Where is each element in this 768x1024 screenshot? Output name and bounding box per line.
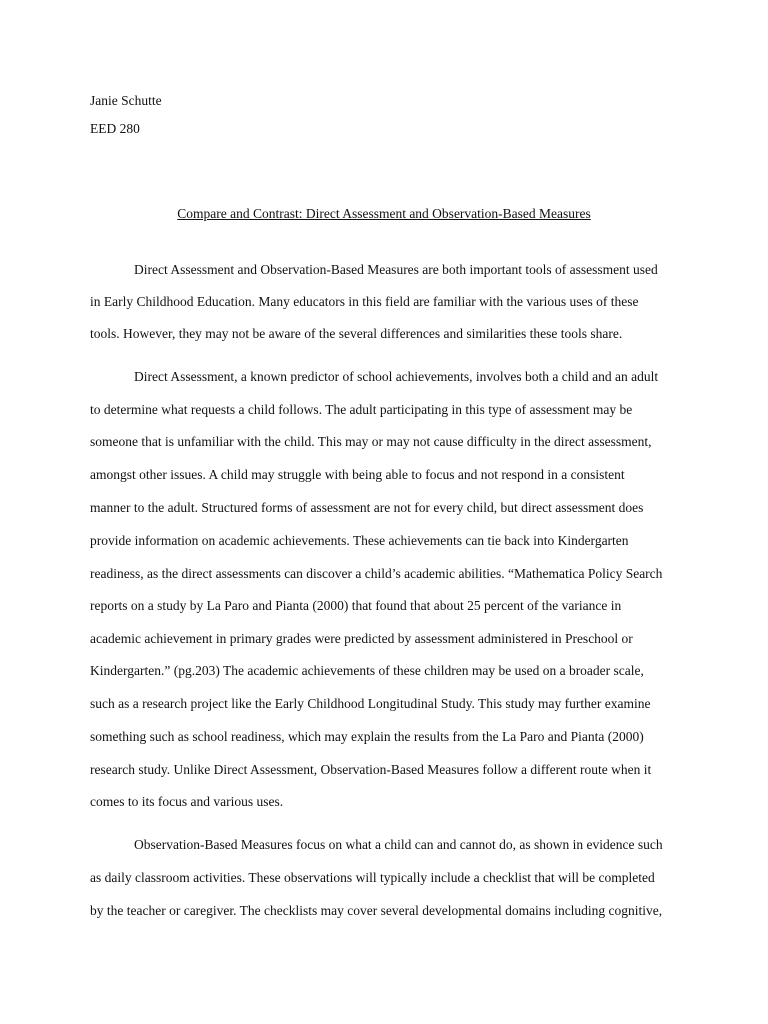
paragraph-2-line-7: readiness, as the direct assessments can discover a child’s academic abilities. “Mathematica Policy Search [90, 566, 663, 581]
author-name: Janie Schutte [90, 93, 162, 108]
paragraph-1-line-1: Direct Assessment and Observation-Based Measures are both important tools of assessment used [134, 262, 658, 277]
paragraph-2-line-8: reports on a study by La Paro and Pianta (2000) that found that about 25 percent of the variance in [90, 598, 622, 613]
paragraph-2-line-9: academic achievement in primary grades were predicted by assessment administered in Preschool or [90, 631, 633, 646]
paragraph-3-line-1: Observation-Based Measures focus on what a child can and cannot do, as shown in evidence such [134, 837, 663, 852]
paragraph-3-line-3: by the teacher or caregiver. The checklists may cover several developmental domains including cognitive, [90, 903, 663, 918]
paragraph-2-line-11: such as a research project like the Early Childhood Longitudinal Study. This study may further examine [90, 696, 651, 711]
paragraph-2-line-13: research study. Unlike Direct Assessment, Observation-Based Measures follow a different route when it [90, 762, 652, 777]
paragraph-2-line-10: Kindergarten.” (pg.203) The academic achievements of these children may be used on a broader scale, [90, 663, 644, 678]
paragraph-3-line-2: as daily classroom activities. These observations will typically include a checklist that will be completed [90, 870, 655, 885]
paragraph-2-line-5: manner to the adult. Structured forms of assessment are not for every child, but direct assessment does [90, 500, 644, 515]
paragraph-2-line-12: something such as school readiness, which may explain the results from the La Paro and Pianta (2000) [90, 729, 644, 744]
paragraph-2-line-2: to determine what requests a child follows. The adult participating in this type of assessment may be [90, 402, 633, 417]
paragraph-2-line-4: amongst other issues. A child may struggle with being able to focus and not respond in a consistent [90, 467, 625, 482]
paragraph-1-line-3: tools. However, they may not be aware of the several differences and similarities these tools share. [90, 326, 623, 341]
document-title: Compare and Contrast: Direct Assessment and Observation-Based Measures [177, 206, 591, 221]
paragraph-1-line-2: in Early Childhood Education. Many educators in this field are familiar with the various uses of these [90, 294, 639, 309]
paragraph-2-line-3: someone that is unfamiliar with the child. This may or may not cause difficulty in the direct assessment, [90, 434, 652, 449]
paragraph-2-line-1: Direct Assessment, a known predictor of school achievements, involves both a child and an adult [134, 369, 659, 384]
course-code: EED 280 [90, 121, 140, 136]
paragraph-2-line-14: comes to its focus and various uses. [90, 794, 284, 809]
paragraph-2-line-6: provide information on academic achievements. These achievements can tie back into Kindergarten [90, 533, 629, 548]
